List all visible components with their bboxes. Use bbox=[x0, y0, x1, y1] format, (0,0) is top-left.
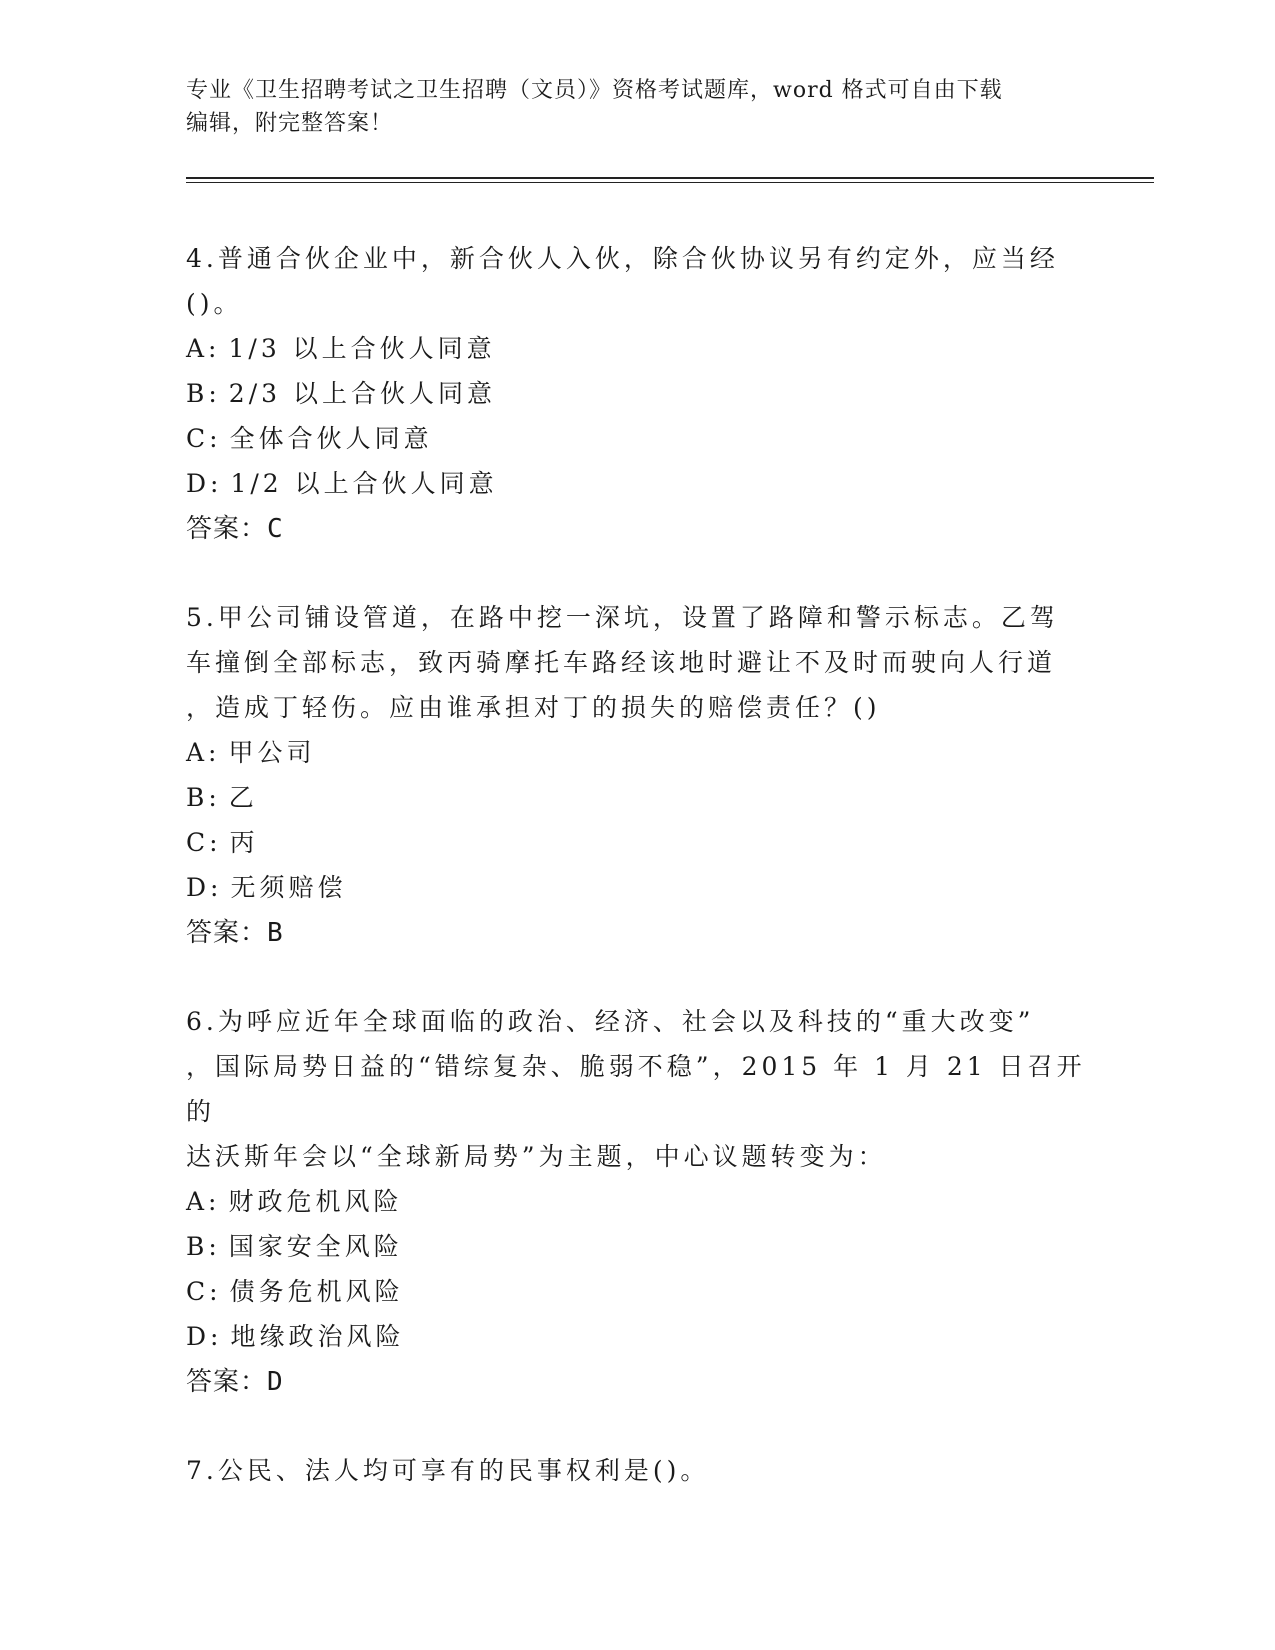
stem-line: 达沃斯年会以“全球新局势”为主题，中心议题转变为： bbox=[186, 1142, 887, 1171]
answer-line: 答案：B bbox=[186, 918, 284, 948]
option-list bbox=[186, 326, 1086, 506]
option-a bbox=[186, 326, 1086, 371]
option-letter: B: bbox=[186, 379, 221, 408]
option-text: 2/3 以上合伙人同意 bbox=[228, 379, 496, 408]
question-stem bbox=[186, 595, 1086, 730]
option-c bbox=[186, 1269, 1086, 1314]
option-d bbox=[186, 865, 1086, 910]
option-d bbox=[186, 1314, 1086, 1359]
option-letter: C: bbox=[186, 1277, 222, 1306]
document-header bbox=[186, 74, 1066, 140]
answer-line: 答案：C bbox=[186, 514, 284, 544]
option-text: 丙 bbox=[229, 828, 259, 857]
option-list bbox=[186, 1179, 1086, 1359]
option-text: 甲公司 bbox=[228, 738, 316, 767]
option-letter: C: bbox=[186, 828, 222, 857]
option-letter: A: bbox=[186, 334, 221, 363]
option-text: 无须赔偿 bbox=[230, 873, 347, 902]
stem-line: ，国际局势日益的“错综复杂、脆弱不稳”，2015 年 1 月 21 日召开的 bbox=[186, 1052, 1086, 1126]
option-letter: B: bbox=[186, 1232, 221, 1261]
option-text: 乙 bbox=[228, 783, 258, 812]
header-line-2: 编辑，附完整答案！ bbox=[186, 111, 394, 136]
stem-line: 5.甲公司铺设管道，在路中挖一深坑，设置了路障和警示标志。乙驾 bbox=[186, 603, 1059, 632]
option-letter: A: bbox=[186, 1187, 221, 1216]
option-text: 地缘政治风险 bbox=[230, 1322, 405, 1351]
option-d bbox=[186, 461, 1086, 506]
question-stem bbox=[186, 999, 1086, 1179]
header-divider-thick bbox=[186, 177, 1154, 179]
option-text: 全体合伙人同意 bbox=[229, 424, 433, 453]
question-7 bbox=[186, 1448, 1086, 1493]
question-stem bbox=[186, 1448, 1086, 1493]
stem-line: 6.为呼应近年全球面临的政治、经济、社会以及科技的“重大改变” bbox=[186, 1007, 1035, 1036]
option-letter: D: bbox=[186, 1322, 223, 1351]
option-letter: C: bbox=[186, 424, 222, 453]
option-list bbox=[186, 730, 1086, 910]
header-line-1: 专业《卫生招聘考试之卫生招聘（文员）》资格考试题库，word 格式可自由下载 bbox=[186, 78, 1003, 103]
option-text: 1/3 以上合伙人同意 bbox=[228, 334, 496, 363]
question-6 bbox=[186, 999, 1086, 1405]
question-4 bbox=[186, 236, 1086, 552]
option-letter: B: bbox=[186, 783, 221, 812]
stem-line: 车撞倒全部标志，致丙骑摩托车路经该地时避让不及时而驶向人行道 bbox=[186, 648, 1057, 677]
stem-line: 7.公民、法人均可享有的民事权利是()。 bbox=[186, 1456, 710, 1485]
option-c bbox=[186, 416, 1086, 461]
option-letter: A: bbox=[186, 738, 221, 767]
stem-line: ()。 bbox=[186, 289, 243, 318]
option-a bbox=[186, 1179, 1086, 1224]
option-c bbox=[186, 820, 1086, 865]
question-list bbox=[186, 236, 1086, 1536]
option-letter: D: bbox=[186, 873, 223, 902]
option-text: 1/2 以上合伙人同意 bbox=[230, 469, 498, 498]
option-a bbox=[186, 730, 1086, 775]
option-b bbox=[186, 371, 1086, 416]
option-b bbox=[186, 1224, 1086, 1269]
option-text: 财政危机风险 bbox=[228, 1187, 403, 1216]
option-b bbox=[186, 775, 1086, 820]
answer-line: 答案：D bbox=[186, 1367, 284, 1397]
stem-line: 4.普通合伙企业中，新合伙人入伙，除合伙协议另有约定外，应当经 bbox=[186, 244, 1059, 273]
stem-line: ，造成丁轻伤。应由谁承担对丁的损失的赔偿责任？() bbox=[186, 693, 881, 722]
option-letter: D: bbox=[186, 469, 223, 498]
question-stem bbox=[186, 236, 1086, 326]
question-5 bbox=[186, 595, 1086, 956]
option-text: 国家安全风险 bbox=[228, 1232, 403, 1261]
option-text: 债务危机风险 bbox=[229, 1277, 404, 1306]
header-divider-thin bbox=[186, 182, 1154, 183]
